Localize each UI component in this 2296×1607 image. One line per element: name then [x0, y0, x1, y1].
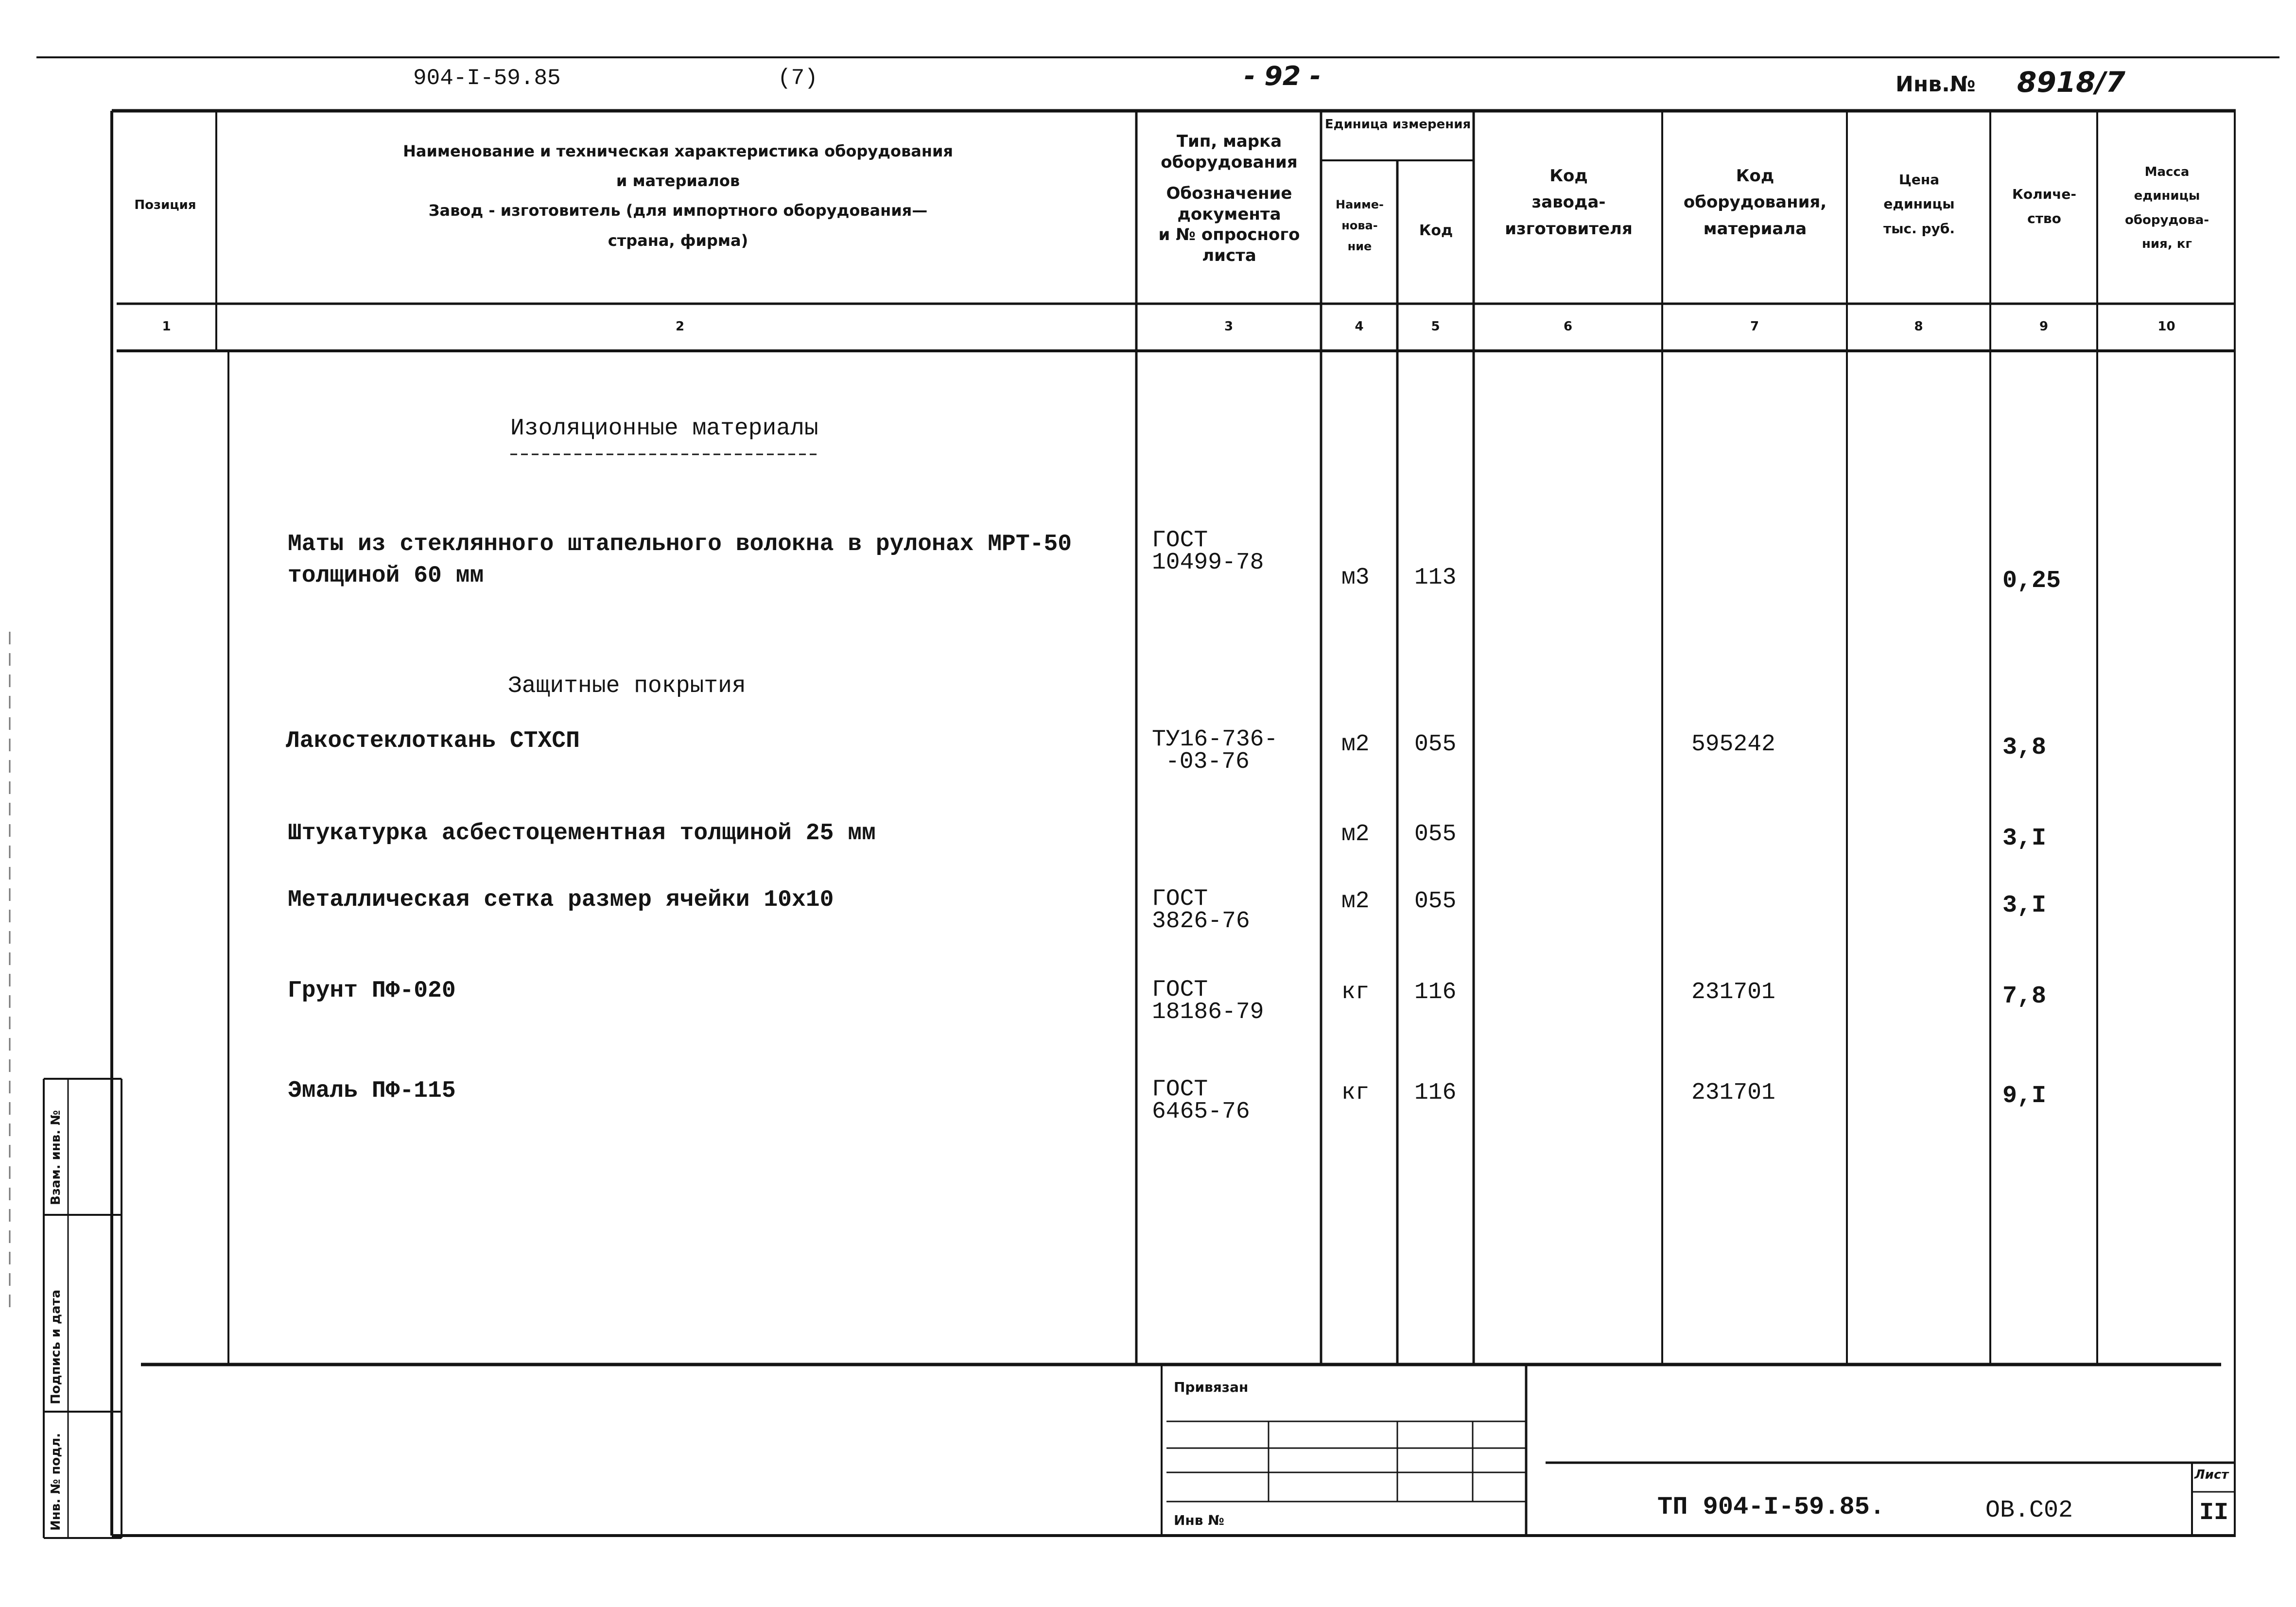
- row-1-doc: ГОСТ 10499-78: [1152, 527, 1264, 576]
- column-number-3: 3: [1224, 319, 1234, 334]
- row-5-unit-code: 116: [1414, 979, 1457, 1005]
- column-number-10: 10: [2157, 319, 2175, 334]
- row-2-quantity: 3,8: [2002, 734, 2047, 761]
- side-stamp-signature-date: Подпись и дата: [49, 1289, 63, 1404]
- row-4-quantity: 3,I: [2002, 892, 2047, 919]
- column-number-7: 7: [1750, 319, 1759, 334]
- column-number-1: 1: [162, 319, 171, 334]
- header-price: Цена единицы тыс. руб.: [1883, 172, 1955, 237]
- stamp-sheet-label: Лист: [2194, 1468, 2229, 1482]
- row-2-name: Лакостеклоткань СТХСП: [286, 728, 580, 754]
- column-number-6: 6: [1563, 319, 1573, 334]
- row-3-unit-code: 055: [1414, 821, 1457, 847]
- row-4-unit-code: 055: [1414, 888, 1457, 915]
- row-5-doc: ГОСТ 18186-79: [1152, 977, 1264, 1025]
- header-unit-name: Наиме- нова- ние: [1336, 198, 1384, 254]
- section-title: Изоляционные материалы: [510, 415, 818, 442]
- row-5-name: Грунт ПФ-020: [288, 978, 456, 1004]
- header-position: Позиция: [134, 198, 196, 212]
- row-1-unit: м3: [1341, 565, 1370, 591]
- row-2-material-code: 595242: [1691, 731, 1775, 758]
- side-stamp-replacement-inv: Взам. инв. №: [49, 1110, 63, 1205]
- row-3-quantity: 3,I: [2002, 825, 2047, 852]
- row-1-unit-code: 113: [1414, 565, 1457, 591]
- side-stamp-original-inv: Инв. № подл.: [49, 1433, 63, 1531]
- row-4-name: Металлическая сетка размер ячейки 10x10: [288, 887, 834, 913]
- header-name: Наименование и техническая характеристика оборудования и материалов Завод - изготовитель (для импортного оборудования— страна, фирма): [403, 142, 953, 250]
- stamp-document-mark: ОВ.С02: [1985, 1497, 2073, 1524]
- stamp-sheet-number: II: [2199, 1499, 2228, 1527]
- row-1-quantity: 0,25: [2002, 567, 2061, 595]
- row-5-unit: кг: [1341, 979, 1370, 1005]
- column-number-9: 9: [2039, 319, 2049, 334]
- header-factory-code: Код завода- изготовителя: [1505, 166, 1633, 239]
- page-number: - 92 -: [1244, 61, 1321, 91]
- row-2-unit-code: 055: [1414, 731, 1457, 758]
- row-4-unit: м2: [1341, 888, 1370, 915]
- header-unit-group: Единица измерения: [1324, 117, 1471, 132]
- part-number: (7): [778, 66, 818, 91]
- row-2-doc: ТУ16-736- -03-76: [1152, 726, 1278, 775]
- column-number-8: 8: [1914, 319, 1923, 334]
- inventory-number: 8918/7: [2017, 66, 2125, 99]
- column-number-4: 4: [1355, 319, 1364, 334]
- header-unit-code: Код: [1419, 222, 1453, 239]
- row-6-doc: ГОСТ 6465-76: [1152, 1076, 1250, 1125]
- row-5-quantity: 7,8: [2002, 983, 2047, 1010]
- header-mass: Масса единицы оборудова- ния, кг: [2124, 165, 2209, 252]
- row-2-unit: м2: [1341, 731, 1370, 758]
- header-type: Тип, марка оборудования Обозначение документа и № опросного листа: [1158, 132, 1300, 265]
- header-material-code: Код оборудования, материала: [1683, 166, 1827, 239]
- document-code: 904-I-59.85: [413, 66, 561, 91]
- stamp-inv-label: Инв №: [1174, 1512, 1224, 1528]
- row-3-unit: м2: [1341, 821, 1370, 847]
- row-6-name: Эмаль ПФ-115: [288, 1078, 456, 1104]
- row-6-material-code: 231701: [1691, 1080, 1775, 1106]
- stamp-bound-label: Привязан: [1174, 1379, 1249, 1395]
- stamp-project-code: ТП 904-I-59.85.: [1657, 1493, 1885, 1521]
- row-6-quantity: 9,I: [2002, 1082, 2047, 1110]
- header-quantity: Количе- ство: [2012, 186, 2077, 227]
- column-number-5: 5: [1431, 319, 1440, 334]
- column-number-2: 2: [675, 319, 685, 334]
- row-1-name: Маты из стеклянного штапельного волокна в рулонах МРТ-50 толщиной 60 мм: [288, 531, 1072, 589]
- row-4-doc: ГОСТ 3826-76: [1152, 886, 1250, 934]
- row-6-unit-code: 116: [1414, 1080, 1457, 1106]
- section-title: Защитные покрытия: [508, 673, 746, 699]
- row-6-unit: кг: [1341, 1080, 1370, 1106]
- row-3-name: Штукатурка асбестоцементная толщиной 25 мм: [288, 820, 876, 847]
- row-5-material-code: 231701: [1691, 979, 1775, 1005]
- inventory-label: Инв.№: [1896, 72, 1976, 97]
